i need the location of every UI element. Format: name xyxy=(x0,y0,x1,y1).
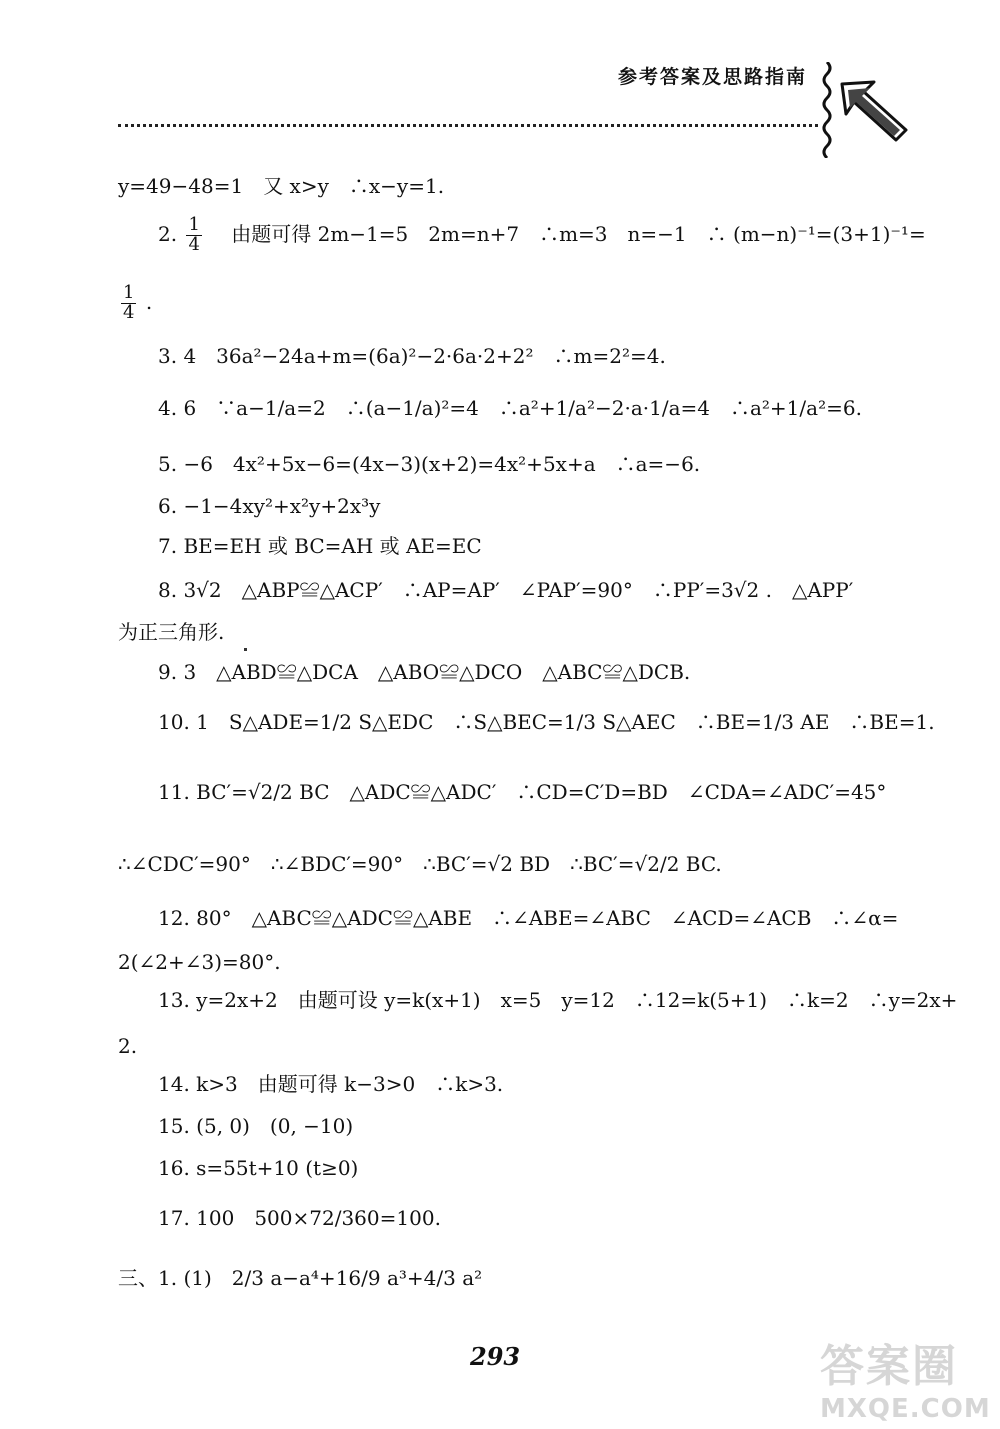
wavy-divider-icon xyxy=(820,62,834,158)
watermark-url: MXQE.COM xyxy=(820,1394,991,1424)
answer-line: 4. 6 ∵a−1/a=2 ∴(a−1/a)²=4 ∴a²+1/a²−2·a·1/a=4 ∴a²+1/a²=6. xyxy=(158,396,862,420)
fraction-denominator: 4 xyxy=(188,233,200,255)
answer-line: y=49−48=1 又 x>y ∴x−y=1. xyxy=(118,174,445,198)
answer-line: 6. −1−4xy²+x²y+2x³y xyxy=(158,494,381,518)
answer-line: 15. (5, 0) (0, −10) xyxy=(158,1114,354,1138)
answer-text: 由题可得 2m−1=5 2m=n+7 ∴m=3 n=−1 ∴ (m−n)⁻¹=(3+1)⁻¹= xyxy=(211,221,926,246)
fraction xyxy=(186,216,201,255)
answer-line: 13. y=2x+2 由题可设 y=k(x+1) x=5 y=12 ∴12=k(5+1) ∴k=2 ∴y=2x+ xyxy=(158,988,958,1012)
fraction-denominator: 4 xyxy=(123,301,135,323)
answer-line: 16. s=55t+10 (t≥0) xyxy=(158,1156,359,1180)
answer-line: 8. 3√2 △ABP≌△ACP′ ∴AP=AP′ ∠PAP′=90° ∴PP′=3√2 . △APP′ xyxy=(158,578,854,602)
answer-line: ∴∠CDC′=90° ∴∠BDC′=90° ∴BC′=√2 BD ∴BC′=√2/2 BC. xyxy=(118,852,722,876)
answer-line xyxy=(158,216,926,255)
answer-line: 10. 1 S△ADE=1/2 S△EDC ∴S△BEC=1/3 S△AEC ∴BE=1/3 AE ∴BE=1. xyxy=(158,710,935,734)
header-title: 参考答案及思路指南 xyxy=(618,66,808,88)
answer-number: 2. xyxy=(158,221,178,246)
fraction xyxy=(121,284,136,323)
answer-line: 9. 3 △ABD≌△DCA △ABO≌△DCO △ABC≌△DCB. xyxy=(158,660,691,684)
watermark-text: 答案圈 xyxy=(820,1341,958,1392)
answer-line: 7. BE=EH 或 BC=AH 或 AE=EC xyxy=(158,534,482,558)
page-number: 293 xyxy=(470,1342,521,1371)
answer-line: 为正三角形. xyxy=(118,620,225,644)
watermark-logo xyxy=(820,1330,991,1424)
answer-line: 11. BC′=√2/2 BC △ADC≌△ADC′ ∴CD=C′D=BD ∠CDA=∠ADC′=45° xyxy=(158,780,887,804)
answer-text: . xyxy=(145,289,153,314)
arrow-icon xyxy=(838,78,910,144)
answer-line: 2. xyxy=(118,1034,138,1058)
fraction-numerator: 1 xyxy=(188,214,200,235)
answer-line: 12. 80° △ABC≌△ADC≌△ABE ∴∠ABE=∠ABC ∠ACD=∠ACB ∴∠α= xyxy=(158,906,899,930)
answer-line: 3. 4 36a²−24a+m=(6a)²−2·6a·2+2² ∴m=2²=4. xyxy=(158,344,666,368)
answer-line: 三、1. (1) 2/3 a−a⁴+16/9 a³+4/3 a² xyxy=(118,1266,483,1290)
answer-line: 17. 100 500×72/360=100. xyxy=(158,1206,441,1230)
answer-line: 2(∠2+∠3)=80°. xyxy=(118,950,281,974)
answer-line: 14. k>3 由题可得 k−3>0 ∴k>3. xyxy=(158,1072,504,1096)
answer-line xyxy=(118,284,152,323)
stray-mark xyxy=(244,648,247,651)
answer-line: 5. −6 4x²+5x−6=(4x−3)(x+2)=4x²+5x+a ∴a=−6. xyxy=(158,452,701,476)
fraction-numerator: 1 xyxy=(123,282,135,303)
dotted-divider xyxy=(118,124,818,127)
